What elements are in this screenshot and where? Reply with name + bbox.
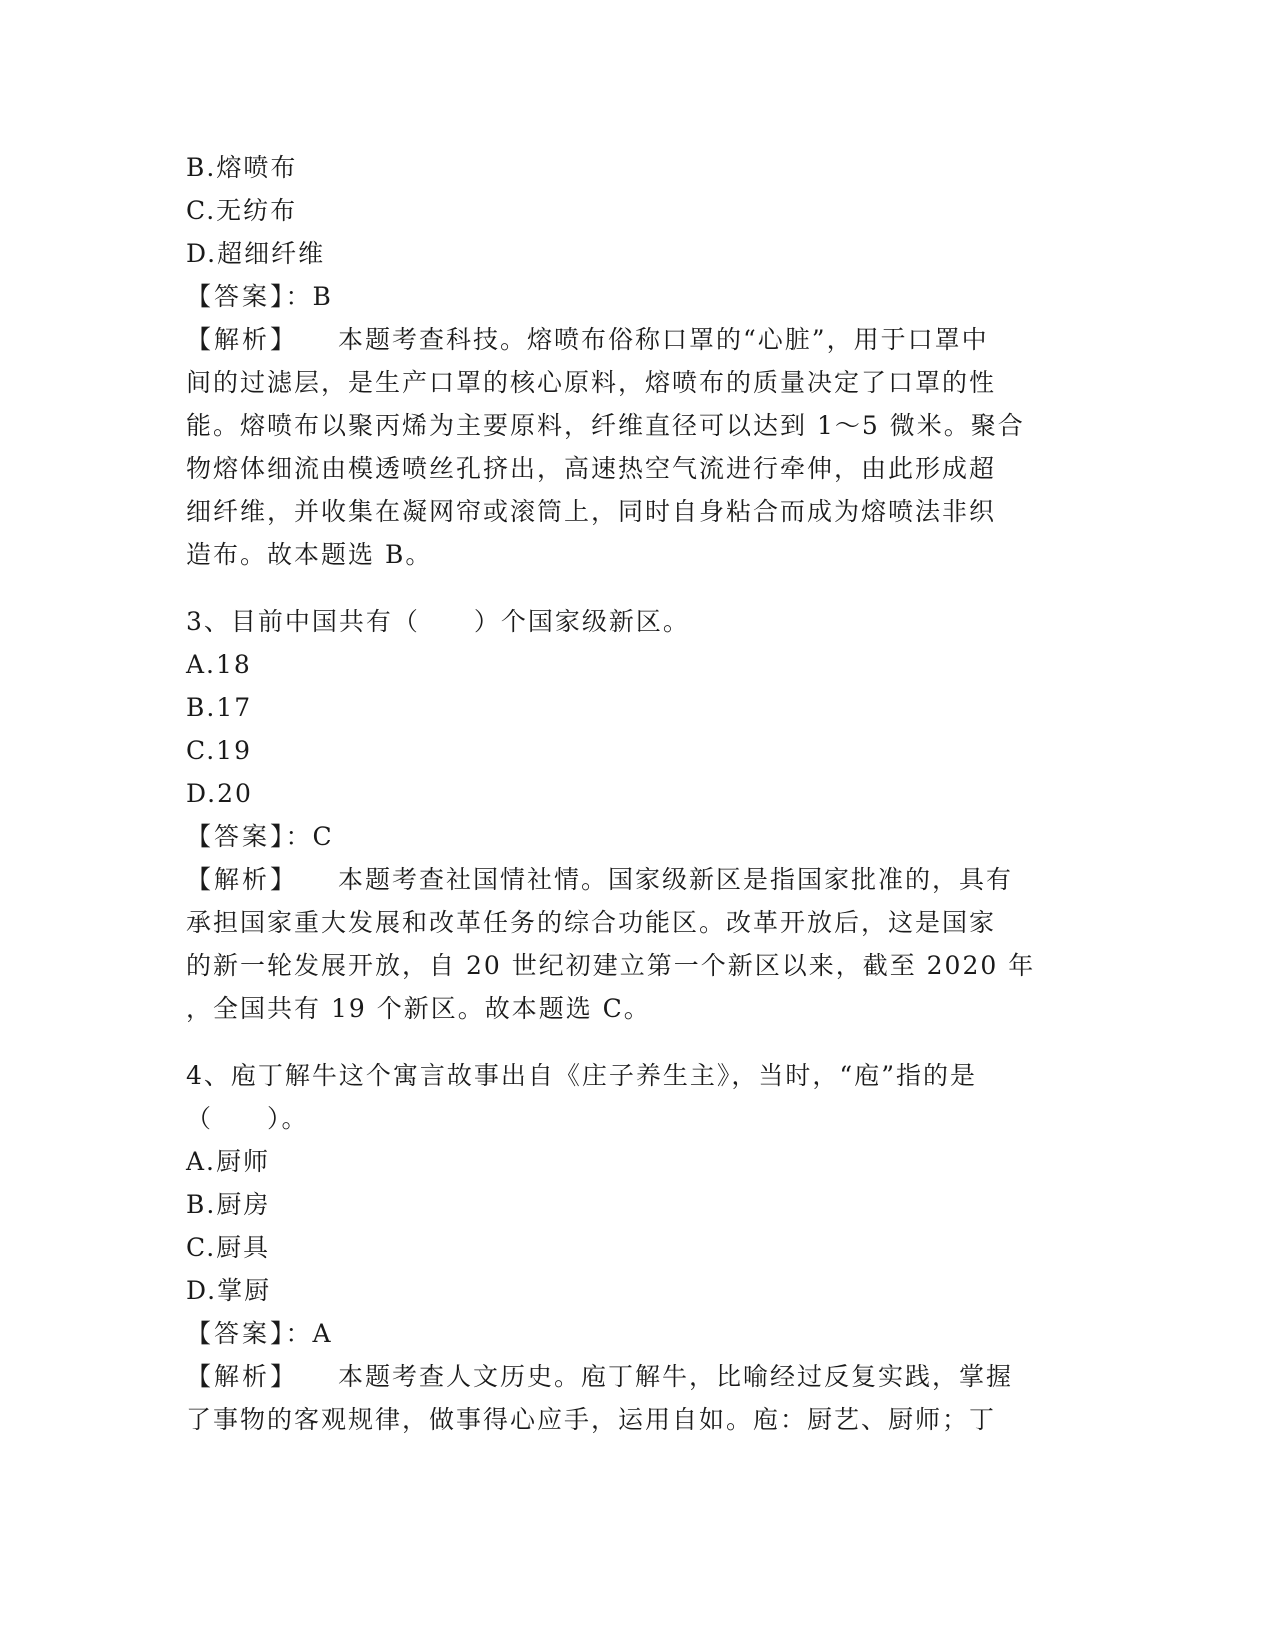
option-b: B.熔喷布 — [186, 153, 298, 182]
option-b: B.17 — [186, 693, 253, 722]
analysis-line: 本题考查社国情社情。国家级新区是指国家批准的，具有 — [338, 865, 1014, 894]
question-text: 3、目前中国共有（ ）个国家级新区。 — [186, 607, 690, 636]
option-c: C.厨具 — [186, 1233, 271, 1262]
answer-line — [186, 1312, 1086, 1355]
analysis-line: 物熔体细流由模透喷丝孔挤出，高速热空气流进行牵伸，由此形成超 — [186, 454, 997, 483]
option-c: C.19 — [186, 736, 252, 765]
option-c: C.无纺布 — [186, 196, 298, 225]
analysis-line: 间的过滤层，是生产口罩的核心原料，熔喷布的质量决定了口罩的性 — [186, 368, 997, 397]
analysis-line: 了事物的客观规律，做事得心应手，运用自如。庖：厨艺、厨师；丁 — [186, 1405, 997, 1434]
analysis-line: 能。熔喷布以聚丙烯为主要原料，纤维直径可以达到 1～5 微米。聚合 — [186, 411, 1025, 440]
option-a: A.18 — [186, 650, 252, 679]
document-page — [186, 146, 1086, 1441]
question-3-block — [186, 600, 1086, 1030]
question-2-block — [186, 146, 1086, 576]
answer-value: ：C — [285, 822, 334, 851]
answer-tag: 【答案】 — [186, 822, 286, 851]
question-text-cont: （ ）。 — [186, 1104, 309, 1133]
analysis-line: 细纤维，并收集在凝网帘或滚筒上，同时自身粘合而成为熔喷法非织 — [186, 497, 997, 526]
option-d: D.超细纤维 — [186, 239, 326, 268]
question-text: 4、庖丁解牛这个寓言故事出自《庄子养生主》，当时，“庖”指的是 — [186, 1061, 977, 1090]
analysis-tag: 【解析】 — [186, 325, 299, 354]
analysis-paragraph — [186, 318, 1086, 576]
analysis-paragraph — [186, 858, 1086, 1030]
analysis-line: 的新一轮发展开放，自 20 世纪初建立第一个新区以来，截至 2020 年 — [186, 951, 1036, 980]
option-d: D.20 — [186, 779, 253, 808]
analysis-tag: 【解析】 — [186, 1362, 299, 1391]
answer-tag: 【答案】 — [186, 282, 286, 311]
question-4-block — [186, 1054, 1086, 1441]
analysis-line: 本题考查人文历史。庖丁解牛，比喻经过反复实践，掌握 — [338, 1362, 1014, 1391]
answer-tag: 【答案】 — [186, 1319, 286, 1348]
analysis-line: 本题考查科技。熔喷布俗称口罩的“心脏”，用于口罩中 — [338, 325, 989, 354]
analysis-paragraph — [186, 1355, 1086, 1441]
answer-value: ：B — [285, 282, 333, 311]
option-d: D.掌厨 — [186, 1276, 272, 1305]
answer-line — [186, 275, 1086, 318]
answer-line — [186, 815, 1086, 858]
analysis-line: 承担国家重大发展和改革任务的综合功能区。改革开放后，这是国家 — [186, 908, 997, 937]
option-b: B.厨房 — [186, 1190, 271, 1219]
option-a: A.厨师 — [186, 1147, 271, 1176]
answer-value: ：A — [285, 1319, 333, 1348]
analysis-line: ，全国共有 19 个新区。故本题选 C。 — [186, 994, 651, 1023]
analysis-tag: 【解析】 — [186, 865, 299, 894]
analysis-line: 造布。故本题选 B。 — [186, 540, 433, 569]
